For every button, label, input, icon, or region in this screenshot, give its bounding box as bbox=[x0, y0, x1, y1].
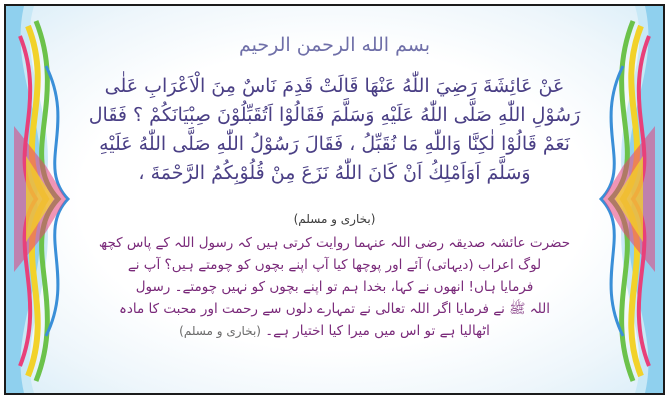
urdu-line: حضرت عائشہ صدیقہ رضی اللہ عنہما روایت کرتی ہیں کہ رسول اللہ کے پاس کچھ bbox=[98, 235, 571, 251]
arabic-line: وَسَلَّمَ اَوَاَمْلِكُ اَنْ كَانَ اللّٰهُ نَزَعَ مِنْ قُلُوْبِكُمُ الرَّحْمَةَ ، bbox=[138, 162, 531, 184]
urdu-reference: (بخاری و مسلم) bbox=[179, 324, 261, 338]
hadith-card bbox=[4, 4, 665, 395]
urdu-line: لوگ اعراب (دیہاتی) آئے اور پوچھا کیا آپ اپنے بچوں کو چومتے ہیں؟ آپ نے bbox=[127, 257, 542, 273]
urdu-line: اللہ ﷺ نے فرمایا اگر اللہ تعالی نے تمہارے دلوں سے رحمت اور محبت کا مادہ bbox=[118, 301, 551, 317]
bismillah-heading: بسم الله الرحمن الرحيم bbox=[239, 34, 430, 56]
arabic-line: رَسُوْلِ اللّٰهِ صَلَّى اللّٰهُ عَلَيْهِ وَسَلَّمَ فَقَالُوْا اَتُقَبِّلُوْنَ صِبْيَانَكُمْ ؟ فَقَال bbox=[88, 104, 581, 126]
hadith-reference: (بخاری و مسلم) bbox=[293, 212, 376, 226]
urdu-translation bbox=[76, 232, 593, 342]
right-ornament-icon bbox=[583, 6, 663, 393]
arabic-hadith-text bbox=[86, 72, 583, 188]
urdu-last-text: اٹھالیا ہے تو اس میں میرا کیا اختیار ہے۔ bbox=[265, 323, 490, 339]
urdu-line: فرمایا ہاں! انھوں نے کہا، بخدا ہم تو اپنے بچوں کو نہیں چومتے۔ رسول bbox=[135, 279, 534, 295]
left-ornament-icon bbox=[6, 6, 86, 393]
arabic-line: نَعَمْ قَالُوْا لٰكِنَّا وَاللّٰهِ مَا نُقَبِّلُ ، فَقَالَ رَسُوْلُ اللّٰهِ صَلَّى اللّٰهُ عَلَيْهِ bbox=[99, 133, 570, 155]
hadith-content bbox=[76, 6, 593, 393]
arabic-line: عَنْ عَائِشَةَ رَضِيَ اللّٰهُ عَنْهَا قَالَتْ قَدِمَ نَاسٌ مِنَ الْاَعْرَابِ عَلٰى bbox=[104, 75, 565, 97]
urdu-line bbox=[76, 320, 593, 342]
